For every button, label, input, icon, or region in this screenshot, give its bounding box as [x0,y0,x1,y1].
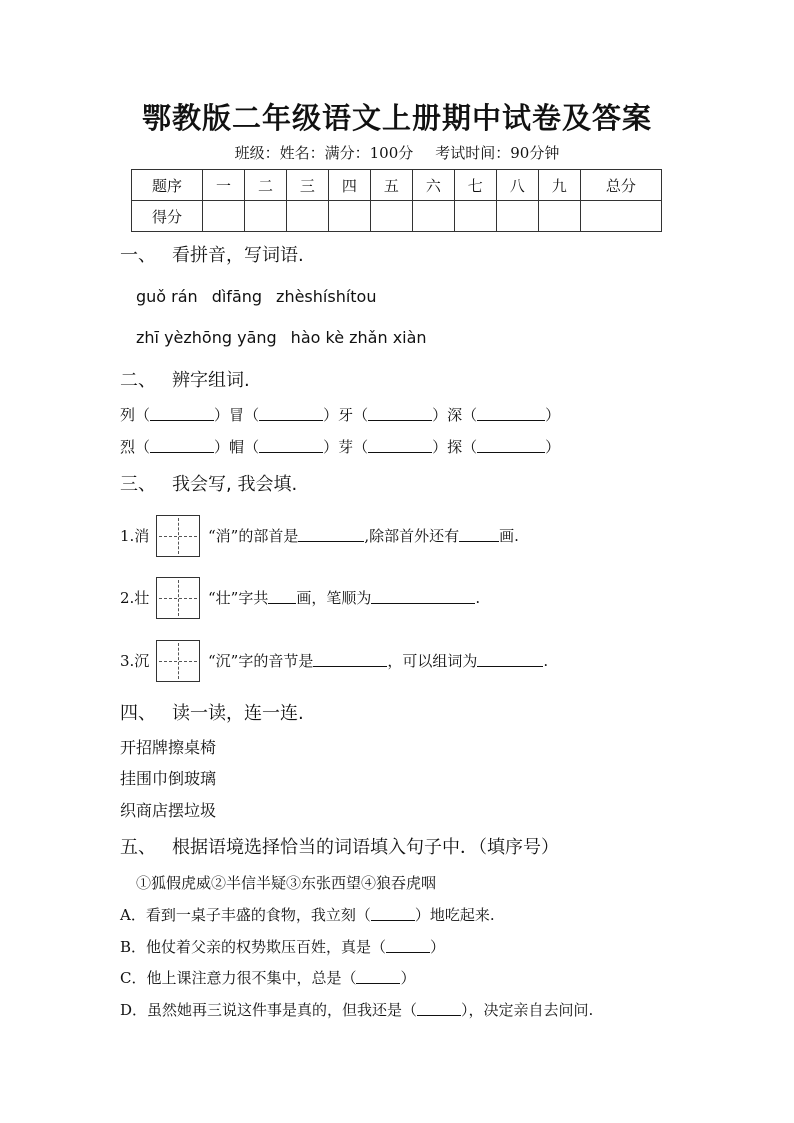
answer-blank[interactable] [268,589,296,604]
score-header-cell: 一 [203,170,245,201]
section-number: 四、 [120,703,156,724]
answer-blank[interactable] [477,652,543,667]
char: 冒 [229,406,245,424]
char: 帽 [229,438,245,456]
answer-blank[interactable] [371,906,415,921]
writing-grid-box[interactable] [156,515,200,557]
char: 芽 [338,438,354,456]
sentence-c: C．他上课注意力很不集中，总是（ ） [120,969,416,987]
q3-item-1-label: 1.消 [120,527,150,545]
q3-item-3-text: “沉”字的音节是 ，可以组词为 . [208,652,549,670]
score-cell[interactable] [454,201,496,232]
score-table-score-row [132,201,662,232]
char: 牙 [338,406,354,424]
score-header-cell: 八 [496,170,538,201]
section-3-heading [120,473,297,497]
answer-blank[interactable] [259,406,323,421]
score-header-cell: 七 [454,170,496,201]
score-header-cell: 六 [412,170,454,201]
score-cell[interactable] [203,201,245,232]
score-header-cell: 总分 [580,170,661,201]
answer-blank[interactable] [368,438,432,453]
q3-item-2-text: “壮”字共 画，笔顺为 . [208,589,481,607]
answer-blank[interactable] [150,438,214,453]
section-number: 二、 [120,370,156,391]
page-title: 鄂教版二年级语文上册期中试卷及答案 [141,101,652,135]
answer-blank[interactable] [477,438,545,453]
char: 深 [447,406,463,424]
sentence-a: A．看到一桌子丰盛的食物，我立刻（ ）地吃起来. [120,906,495,924]
answer-blank[interactable] [150,406,214,421]
matching-line-1: 开招牌擦桌椅 [120,738,217,757]
score-header-cell: 题序 [132,170,203,201]
writing-grid-box[interactable] [156,577,200,619]
score-table [131,169,662,232]
score-cell[interactable] [244,201,286,232]
answer-blank[interactable] [356,969,400,984]
section-title: 看拼音，写词语. [172,245,304,266]
answer-blank[interactable] [313,652,387,667]
section-title: 根据语境选择恰当的词语填入句子中．（填序号） [172,837,559,858]
section-number: 一、 [120,245,156,266]
section-number: 三、 [120,474,156,495]
exam-time: 考试时间：90分钟 [435,144,560,162]
pinyin-word: zhī yèzhōng yāng [136,328,277,347]
answer-blank[interactable] [477,406,545,421]
score-cell[interactable] [538,201,580,232]
word-group-row-1: 列（ ）冒（ ）牙（ ）深（ ） [120,406,561,424]
pinyin-word: guǒ rán [136,287,198,306]
score-row-label: 得分 [132,201,203,232]
char: 探 [447,438,463,456]
exam-info [0,143,794,163]
section-title: 我会写, 我会填. [172,474,298,495]
section-title: 读一读，连一连. [172,703,304,724]
score-header-cell: 二 [244,170,286,201]
exam-info-fields: 班级：姓名：满分：100分 [234,144,414,162]
score-cell[interactable] [580,201,661,232]
score-cell[interactable] [328,201,370,232]
pinyin-word: dìfāng [211,287,263,306]
section-2-heading [120,369,250,393]
sentence-d: D．虽然她再三说这件事是真的，但我还是（ ），决定亲自去问问. [120,1001,594,1019]
answer-blank[interactable] [259,438,323,453]
score-header-cell: 五 [370,170,412,201]
score-header-cell: 三 [286,170,328,201]
answer-blank[interactable] [417,1001,461,1016]
score-cell[interactable] [412,201,454,232]
score-header-cell: 四 [328,170,370,201]
q3-item-3-label: 3.沉 [120,652,150,670]
pinyin-word: hào kè zhǎn xiàn [290,328,427,347]
matching-line-3: 织商店摆垃圾 [120,801,217,820]
writing-grid-box[interactable] [156,640,200,682]
word-group-row-2: 烈（ ）帽（ ）芽（ ）探（ ） [120,438,561,456]
answer-blank[interactable] [371,589,475,604]
answer-blank[interactable] [386,938,430,953]
sentence-b: B．他仗着父亲的权势欺压百姓，真是（ ） [120,938,446,956]
score-cell[interactable] [370,201,412,232]
answer-blank[interactable] [459,527,499,542]
word-options: ①狐假虎威②半信半疑③东张西望④狼吞虎咽 [136,874,437,892]
answer-blank[interactable] [298,527,364,542]
q3-item-2-label: 2.壮 [120,589,150,607]
pinyin-word: zhèshíshítou [276,287,377,306]
section-number: 五、 [120,837,156,858]
score-table-header-row [132,170,662,201]
section-title: 辨字组词. [172,370,250,391]
char: 列 [120,406,136,424]
section-1-heading [120,244,304,268]
score-cell[interactable] [286,201,328,232]
char: 烈 [120,438,136,456]
answer-blank[interactable] [368,406,432,421]
pinyin-row-2 [136,327,441,349]
section-4-heading [120,702,304,726]
q3-item-1-text: “消”的部首是 ,除部首外还有 画. [208,527,519,545]
pinyin-row-1 [136,286,390,308]
matching-line-2: 挂围巾倒玻璃 [120,769,217,788]
score-cell[interactable] [496,201,538,232]
score-header-cell: 九 [538,170,580,201]
section-5-heading [120,836,559,860]
